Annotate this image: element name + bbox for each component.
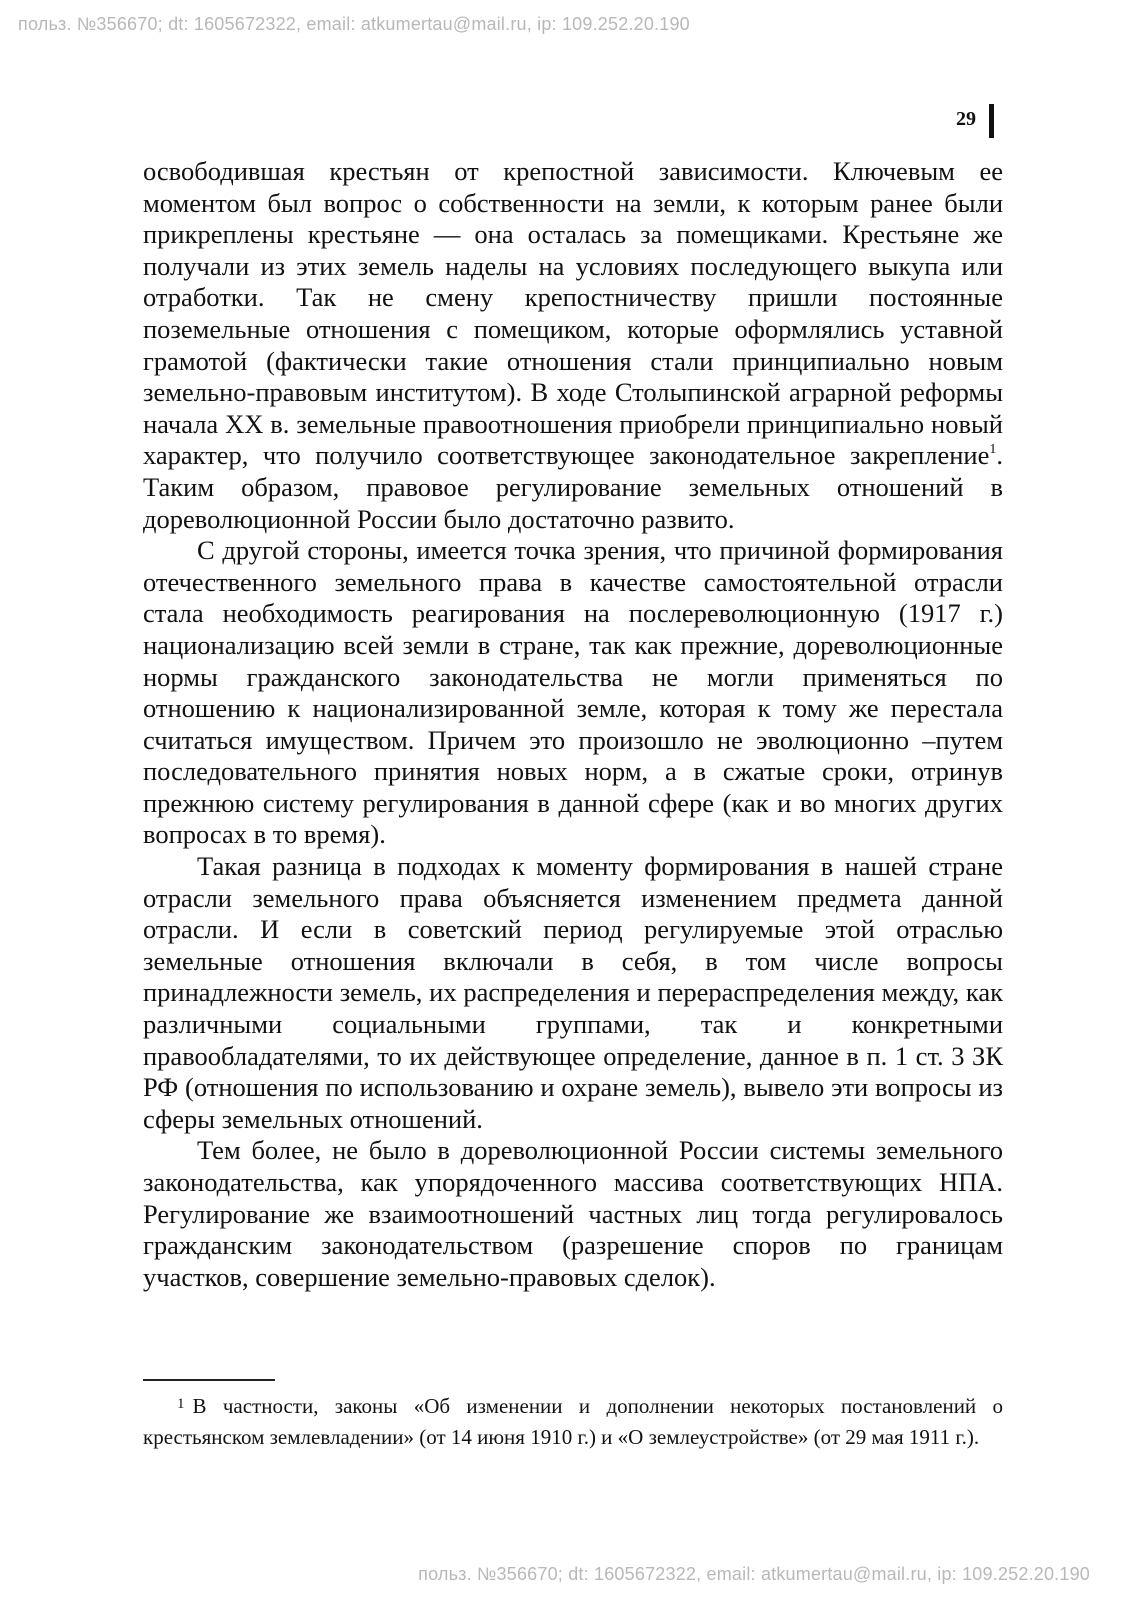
watermark-top: польз. №356670; dt: 1605672322, email: atkumertau@mail.ru, ip: 109.252.20.190 (18, 14, 690, 34)
paragraph-1-text: освободившая крестьян от крепостной зависимости. Ключевым ее моментом был вопрос о собственности на земли, к которым ранее были прикреплены крестьяне — она осталась за помещиками. Крестьяне же получали из этих земель наделы на условиях последующего выкупа или отработки. Так не смену крепостничеству пришли постоянные поземельные отношения с помещиком, которые оформлялись уставной грамотой (фактически такие отношения стали принципиально новым земельно-правовым институтом). В ходе Столыпинской аграрной реформы начала XX в. земельные правоотношения приобрели принципиально новый характер, что получило соответствующее законодательное закрепление (143, 156, 1003, 471)
paragraph-4: Тем более, не было в дореволюционной России системы земельного законодательства, как упорядоченного массива соответствующих НПА. Регулирование же взаимоотношений частных лиц тогда регулировалось гражданским законодательством (разрешение споров по границам участков, совершение земельно-правовых сделок). (143, 1135, 1003, 1292)
paragraph-1 (143, 156, 1003, 535)
paragraph-1-text-end: . Таким образом, правовое регулирование земельных отношений в дореволюционной России было достаточно развито. (143, 440, 1003, 534)
footnote-reference[interactable]: 1 (989, 441, 997, 457)
page-number-rule (989, 104, 994, 138)
page-number: 29 (956, 108, 976, 130)
watermark-bottom: польз. №356670; dt: 1605672322, email: atkumertau@mail.ru, ip: 109.252.20.190 (418, 1564, 1090, 1584)
footnote-1 (143, 1392, 1003, 1451)
main-text (143, 156, 1003, 1293)
footnote-separator (143, 1379, 275, 1381)
paragraph-2: С другой стороны, имеется точка зрения, что причиной формирования отечественного земельного права в качестве самостоятельной отрасли стала необходимость реагирования на послереволюционную (1917 г.) национализацию всей земли в стране, так как прежние, дореволюционные нормы гражданского законодательства не могли применяться по отношению к национализированной земле, которая к тому же перестала считаться имуществом. Причем это произошло не эволюционно –путем последовательного принятия новых норм, а в сжатые сроки, отринув прежнюю систему регулирования в данной сфере (как и во многих других вопросах в то время). (143, 535, 1003, 850)
footnote-marker: 1 (177, 1396, 185, 1412)
footnote (143, 1392, 1003, 1451)
paragraph-3: Такая разница в подходах к моменту формирования в нашей стране отрасли земельного права объясняется изменением предмета данной отрасли. И если в советский период регулируемые этой отраслью земельные отношения включали в себя, в том числе вопросы принадлежности земель, их распределения и перераспределения между, как различными социальными группами, так и конкретными правообладателями, то их действующее определение, данное в п. 1 ст. 3 ЗК РФ (отношения по использованию и охране земель), вывело эти вопросы из сферы земельных отношений. (143, 851, 1003, 1134)
footnote-text: В частности, законы «Об изменении и дополнении некоторых постановлений о крестьянском землевладении» (от 14 июня 1910 г.) и «О землеустройстве» (от 29 мая 1911 г.). (143, 1394, 1003, 1449)
